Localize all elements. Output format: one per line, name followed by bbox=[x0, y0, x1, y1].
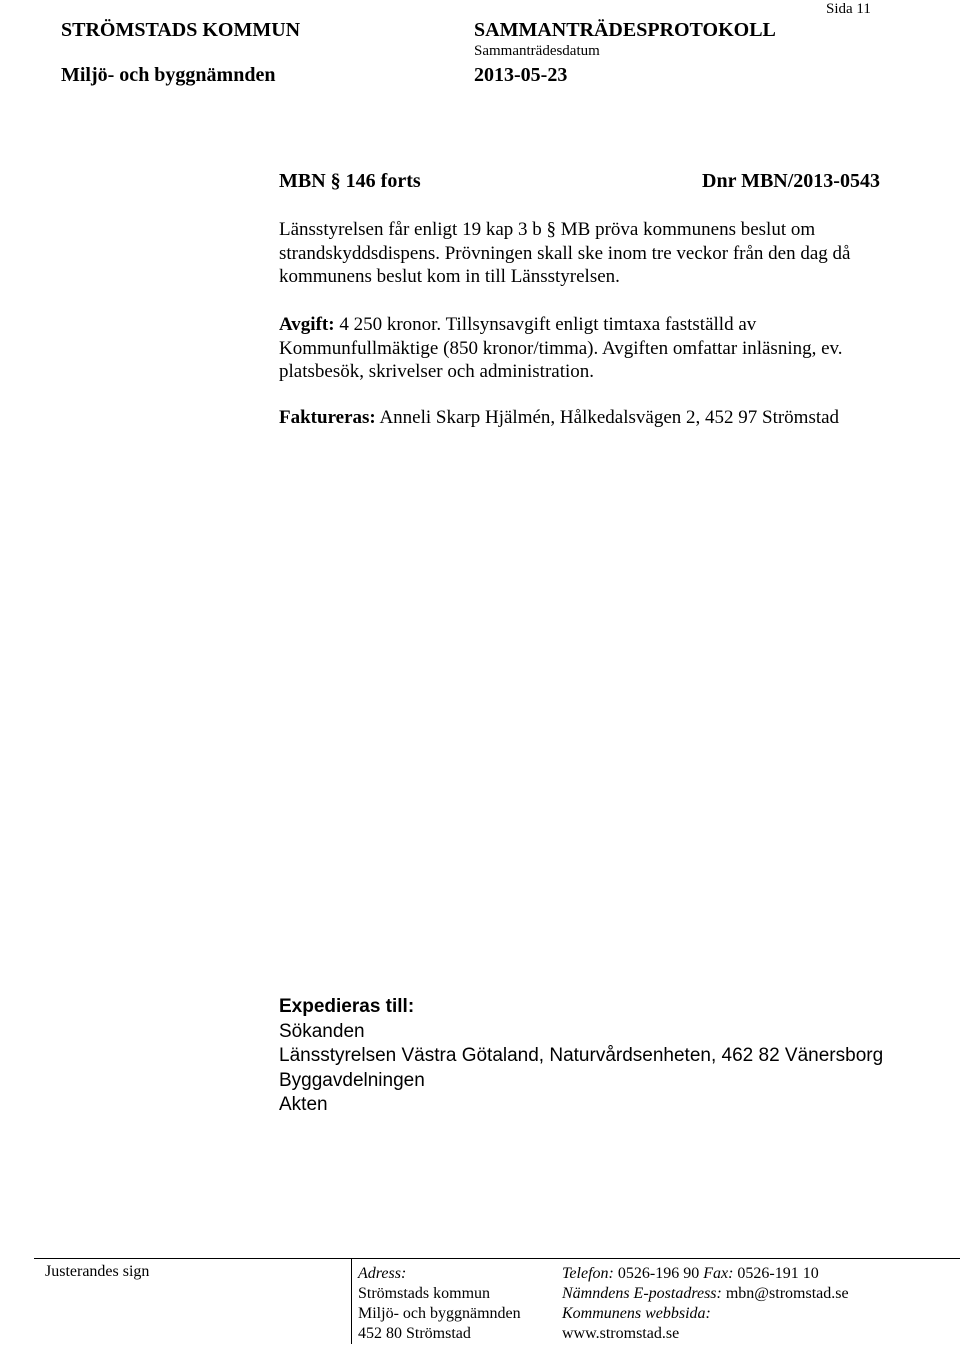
dispatch-recipient: Länsstyrelsen Västra Götaland, Naturvårdsenheten, 462 82 Vänersborg bbox=[279, 1045, 884, 1066]
dnr-number: Dnr MBN/2013-0543 bbox=[702, 170, 880, 192]
appeal-paragraph bbox=[279, 218, 850, 289]
body-line: strandskyddsdispens. Prövningen skall ske inom tre veckor från den dag då bbox=[279, 242, 851, 264]
invoice-text: Anneli Skarp Hjälmén, Hålkedalsvägen 2, 452 97 Strömstad bbox=[375, 407, 840, 428]
fax-label: Fax: bbox=[703, 1265, 734, 1282]
date-label: Sammanträdesdatum bbox=[474, 43, 600, 59]
signature-label: Justerandes sign bbox=[45, 1263, 150, 1280]
page-number: Sida 11 bbox=[826, 1, 871, 17]
fee-label: Avgift: bbox=[279, 314, 335, 335]
web-label: Kommunens webbsida: bbox=[562, 1305, 711, 1322]
fax-number: 0526-191 10 bbox=[733, 1265, 819, 1282]
email-label: Nämndens E-postadress: bbox=[562, 1285, 722, 1302]
web-link[interactable]: www.stromstad.se bbox=[562, 1325, 680, 1342]
dispatch-recipient: Akten bbox=[279, 1094, 328, 1115]
fee-text: 4 250 kronor. Tillsynsavgift enligt timtaxa fastställd av bbox=[334, 314, 757, 335]
fee-paragraph bbox=[279, 313, 843, 384]
address-line: 452 80 Strömstad bbox=[358, 1325, 471, 1342]
body-line: platsbesök, skrivelser och administration. bbox=[279, 361, 595, 382]
email-address[interactable]: mbn@stromstad.se bbox=[721, 1285, 849, 1302]
meeting-date: 2013-05-23 bbox=[474, 64, 568, 86]
invoice-paragraph bbox=[279, 406, 839, 430]
address-label: Adress: bbox=[358, 1265, 407, 1282]
org-name: STRÖMSTADS KOMMUN bbox=[61, 19, 301, 41]
phone-label: Telefon: bbox=[562, 1265, 614, 1282]
dispatch-recipient: Sökanden bbox=[279, 1020, 365, 1042]
dispatch-list bbox=[279, 995, 883, 1118]
address-line: Miljö- och byggnämnden bbox=[358, 1305, 521, 1322]
address-line: Strömstads kommun bbox=[358, 1285, 491, 1302]
document-type: SAMMANTRÄDESPROTOKOLL bbox=[474, 19, 776, 41]
invoice-label: Faktureras: bbox=[279, 407, 376, 428]
body-line: kommunens beslut kom in till Länsstyrelsen. bbox=[279, 266, 620, 287]
footer-column-divider bbox=[351, 1258, 352, 1344]
footer-divider bbox=[34, 1258, 960, 1259]
address-block bbox=[358, 1264, 521, 1344]
body-line: Länsstyrelsen får enligt 19 kap 3 b § MB pröva kommunens beslut om bbox=[279, 219, 816, 240]
body-line: Kommunfullmäktige (850 kronor/timma). Avgiften omfattar inläsning, ev. bbox=[279, 337, 843, 359]
committee-name: Miljö- och byggnämnden bbox=[61, 64, 276, 86]
phone-number: 0526-196 90 bbox=[613, 1265, 704, 1282]
dispatch-title: Expedieras till: bbox=[279, 996, 415, 1017]
case-number: MBN § 146 forts bbox=[279, 170, 421, 192]
dispatch-recipient: Byggavdelningen bbox=[279, 1069, 425, 1091]
contact-block bbox=[562, 1264, 849, 1344]
